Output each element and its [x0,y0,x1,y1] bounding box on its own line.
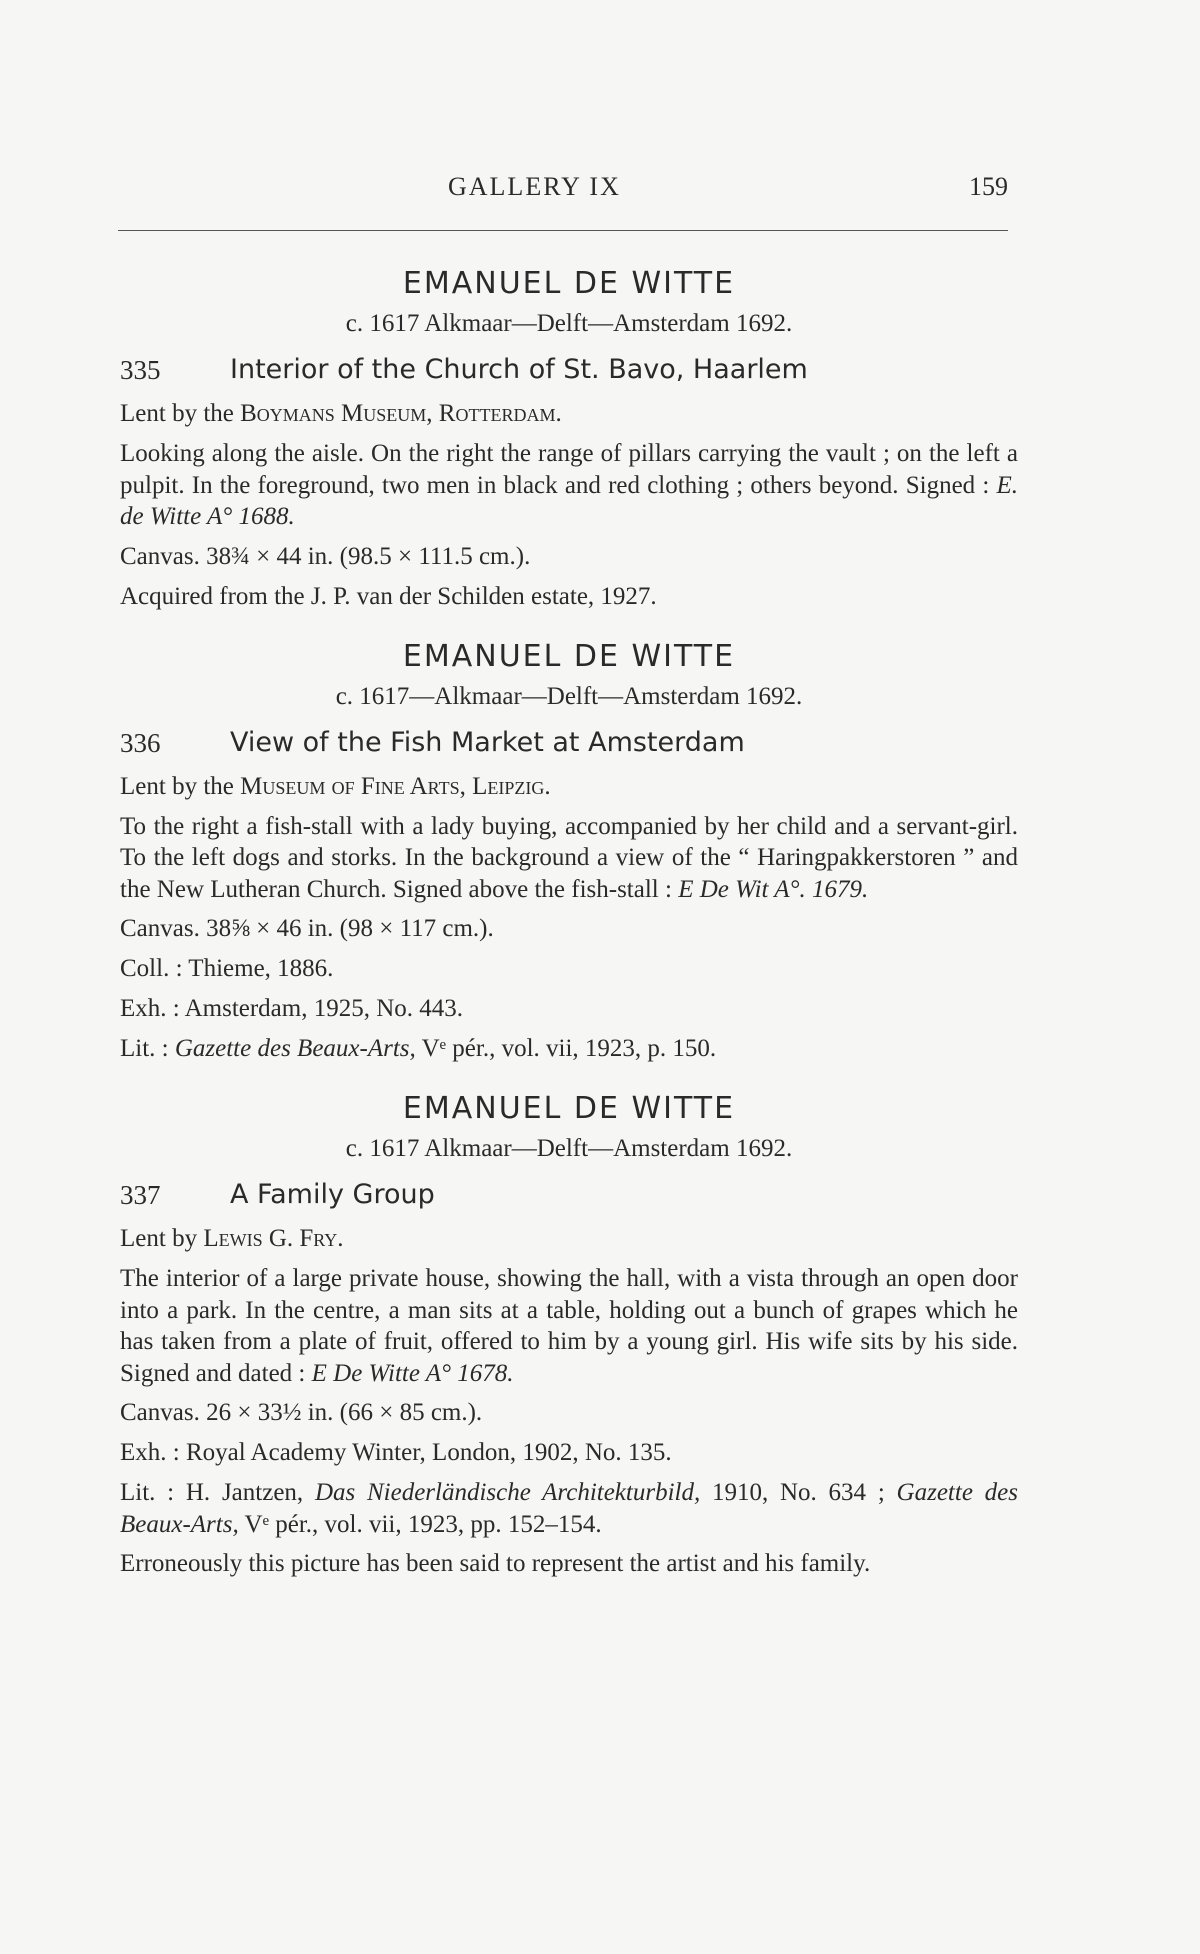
lender-prefix: Lent by [120,1225,198,1252]
painting-title: A Family Group [230,1179,435,1210]
gallery-title: GALLERY IX [448,172,621,201]
exhibition: Exh. : Royal Academy Winter, London, 1902, No. 135. [120,1439,672,1466]
description [120,438,1018,533]
literature [120,1477,1018,1540]
running-header [118,172,1008,212]
lender-line [120,771,1018,803]
description-text: The interior of a large private house, showing the hall, with a vista through an open door into a park. In the centre, a man sits at a table, holding out a bunch of grapes which he has taken from a plate of fruit, offered to him by a young girl. His wife sits by his side. Signed and dated : [120,1265,1018,1387]
lender-name: Boymans Museum, Rotterdam. [240,400,562,427]
lender-line [120,1223,1018,1255]
catalogue-entry [120,262,1018,613]
note: Erroneously this picture has been said to represent the artist and his family. [120,1550,871,1577]
literature-details-2: Vᵉ pér., vol. vii, 1923, pp. 152–154. [244,1510,602,1538]
canvas-dimensions: Canvas. 38⅝ × 46 in. (98 × 117 cm.). [120,915,494,942]
painting-title: Interior of the Church of St. Bavo, Haarlem [230,354,808,385]
header-rule [118,230,1008,231]
artist-dates: c. 1617 Alkmaar—Delft—Amsterdam 1692. [345,310,793,337]
collection: Coll. : Thieme, 1886. [120,955,334,982]
canvas-dimensions: Canvas. 26 × 33½ in. (66 × 85 cm.). [120,1399,483,1426]
signature: E De Witte A° 1678. [311,1359,514,1387]
canvas-dimensions: Canvas. 38¾ × 44 in. (98.5 × 111.5 cm.). [120,542,531,570]
description [120,1263,1018,1389]
lender-name: Museum of Fine Arts, Leipzig. [240,772,551,800]
artist-name: EMANUEL DE WITTE [402,266,736,301]
catalogue-number: 335 [120,355,161,385]
provenance: Acquired from the J. P. van der Schilden estate, 1927. [120,582,657,610]
literature-title: Das Niederländische Architekturbild, [314,1479,701,1506]
lender-line [120,398,1018,430]
lender-prefix: Lent by the [120,772,234,800]
signature: E De Wit A°. 1679. [678,875,869,903]
signature: E. de Witte A° 1688. [120,471,1019,530]
entry-heading [120,723,1018,763]
painting-title: View of the Fish Market at Amsterdam [230,726,745,758]
artist-dates: c. 1617 Alkmaar—Delft—Amsterdam 1692. [345,1135,793,1162]
artist-name: EMANUEL DE WITTE [402,1091,736,1126]
artist-dates: c. 1617—Alkmaar—Delft—Amsterdam 1692. [335,682,803,710]
artist-name: EMANUEL DE WITTE [402,638,736,674]
entry-heading [120,350,1018,390]
catalogue-entry [120,635,1018,1066]
description [120,811,1018,906]
exhibition: Exh. : Amsterdam, 1925, No. 443. [120,995,464,1022]
literature-prefix: Lit. : [120,1035,169,1062]
literature [120,1033,1018,1065]
lender-name: Lewis G. Fry. [203,1225,344,1252]
catalogue-entry [120,1087,1018,1580]
entry-heading [120,1175,1018,1215]
literature-prefix: Lit. : H. Jantzen, [120,1479,304,1506]
literature-details: Vᵉ pér., vol. vii, 1923, p. 150. [421,1035,717,1062]
catalogue-number: 337 [120,1180,161,1210]
page-number: 159 [969,172,1008,201]
description-text: To the right a fish-stall with a lady buying, accompanied by her child and a servant-girl. To the left dogs and storks. In the background a view of the “ Haringpakkerstoren ” and the New Lutheran Church. Signed above the fish-stall : [120,812,1018,903]
lender-prefix: Lent by the [120,400,234,427]
catalogue-body [120,262,1018,1588]
literature-details: 1910, No. 634 ; [711,1479,885,1506]
literature-title-2: Gazette des Beaux-Arts, [120,1479,1019,1538]
description-text: Looking along the aisle. On the right the range of pillars carrying the vault ; on the left a pulpit. In the foreground, two men in black and red clothing ; others beyond. Signed : [120,440,1018,499]
catalogue-number: 336 [120,727,161,758]
literature-title: Gazette des Beaux-Arts, [174,1035,416,1062]
